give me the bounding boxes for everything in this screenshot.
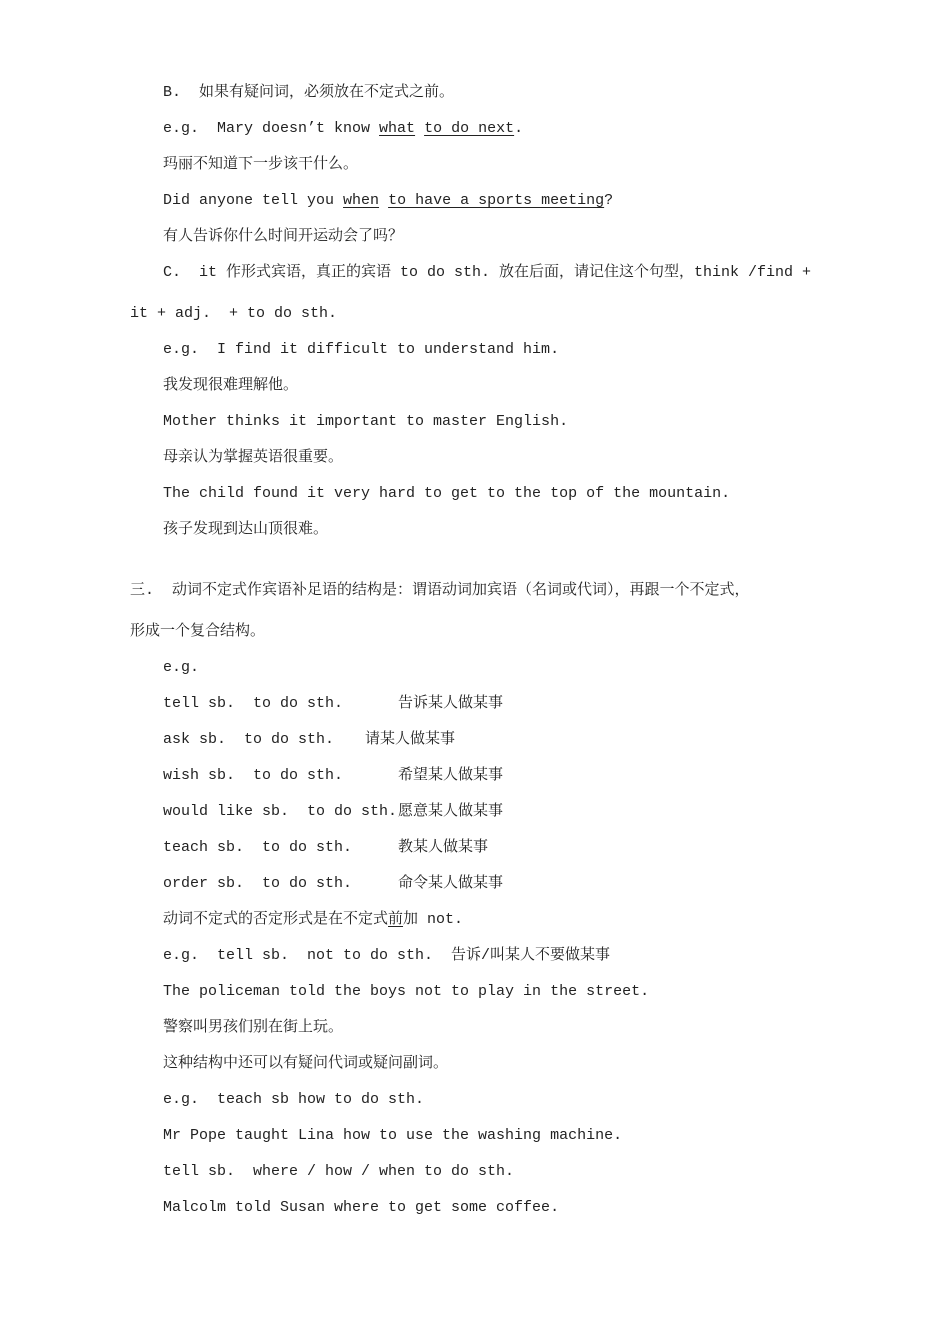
- section-b-heading: B. 如果有疑问词，必须放在不定式之前。: [163, 84, 455, 101]
- section-b-example-1-cn: 玛丽不知道下一步该干什么。: [163, 156, 359, 173]
- question-example-1: Mr Pope taught Lina how to use the washing machine.: [163, 1127, 623, 1144]
- section-c-example-1: e.g. I find it difficult to understand him.: [163, 341, 560, 358]
- section-c-example-3: The child found it very hard to get to the top of the mountain.: [163, 485, 731, 502]
- phrase-en: tell sb. to do sth.: [163, 695, 344, 712]
- section-c-example-3-cn: 孩子发现到达山顶很难。: [163, 521, 329, 538]
- ex1-space: [415, 120, 424, 137]
- phrase-cn: 希望某人做某事: [398, 767, 504, 784]
- negation-example-label: e.g. tell sb. not to do sth. 告诉/叫某人不要做某事: [163, 947, 611, 964]
- neg-pre: 动词不定式的否定形式是在不定式: [163, 911, 389, 928]
- negation-rule: [163, 910, 463, 930]
- section-3-heading-line2: 形成一个复合结构。: [130, 623, 266, 640]
- section-c-example-2: Mother thinks it important to master English.: [163, 413, 569, 430]
- ex2-end: ?: [604, 192, 614, 209]
- negation-example-cn: 警察叫男孩们别在街上玩。: [163, 1019, 344, 1036]
- ex1-todo: to do next: [424, 120, 515, 137]
- ex1-prefix: e.g. Mary doesn’t know: [163, 120, 380, 137]
- section-c-heading-line2: it + adj. + to do sth.: [130, 305, 338, 322]
- question-word-note: 这种结构中还可以有疑问代词或疑问副词。: [163, 1055, 449, 1072]
- neg-post: 加 not.: [403, 911, 464, 928]
- question-example-label-1: e.g. teach sb how to do sth.: [163, 1091, 425, 1108]
- section-3-eg-label: e.g.: [163, 659, 200, 676]
- section-b-example-2: [163, 191, 613, 211]
- section-c-example-2-cn: 母亲认为掌握英语很重要。: [163, 449, 344, 466]
- section-b-example-1: [163, 119, 523, 139]
- section-b-example-2-cn: 有人告诉你什么时间开运动会了吗？: [163, 228, 404, 245]
- phrase-en: wish sb. to do sth.: [163, 767, 344, 784]
- ex2-tohave: to have a sports meeting: [388, 192, 605, 209]
- section-c-heading-line1: C. it 作形式宾语，真正的宾语 to do sth. 放在后面，请记住这个句型，think /find +: [163, 264, 812, 281]
- section-c-example-1-cn: 我发现很难理解他。: [163, 377, 299, 394]
- phrase-cn: 教某人做某事: [398, 839, 489, 856]
- phrase-en: teach sb. to do sth.: [163, 839, 353, 856]
- ex2-space: [379, 192, 388, 209]
- question-example-2: Malcolm told Susan where to get some coffee.: [163, 1199, 560, 1216]
- phrase-en: ask sb. to do sth.: [163, 731, 335, 748]
- phrase-cn: 请某人做某事: [365, 731, 456, 748]
- question-example-label-2: tell sb. where / how / when to do sth.: [163, 1163, 515, 1180]
- negation-example: The policeman told the boys not to play in the street.: [163, 983, 650, 1000]
- phrase-cn: 命令某人做某事: [398, 875, 504, 892]
- phrase-en: would like sb. to do sth.: [163, 803, 398, 820]
- neg-underlined: 前: [388, 911, 404, 928]
- section-3-heading-line1: 三. 动词不定式作宾语补足语的结构是：谓语动词加宾语（名词或代词），再跟一个不定式，: [130, 582, 750, 599]
- phrase-cn: 愿意某人做某事: [398, 803, 504, 820]
- ex1-end: .: [514, 120, 524, 137]
- ex2-prefix: Did anyone tell you: [163, 192, 344, 209]
- phrase-en: order sb. to do sth.: [163, 875, 353, 892]
- phrase-cn: 告诉某人做某事: [398, 695, 504, 712]
- ex2-when: when: [343, 192, 380, 209]
- ex1-what: what: [379, 120, 416, 137]
